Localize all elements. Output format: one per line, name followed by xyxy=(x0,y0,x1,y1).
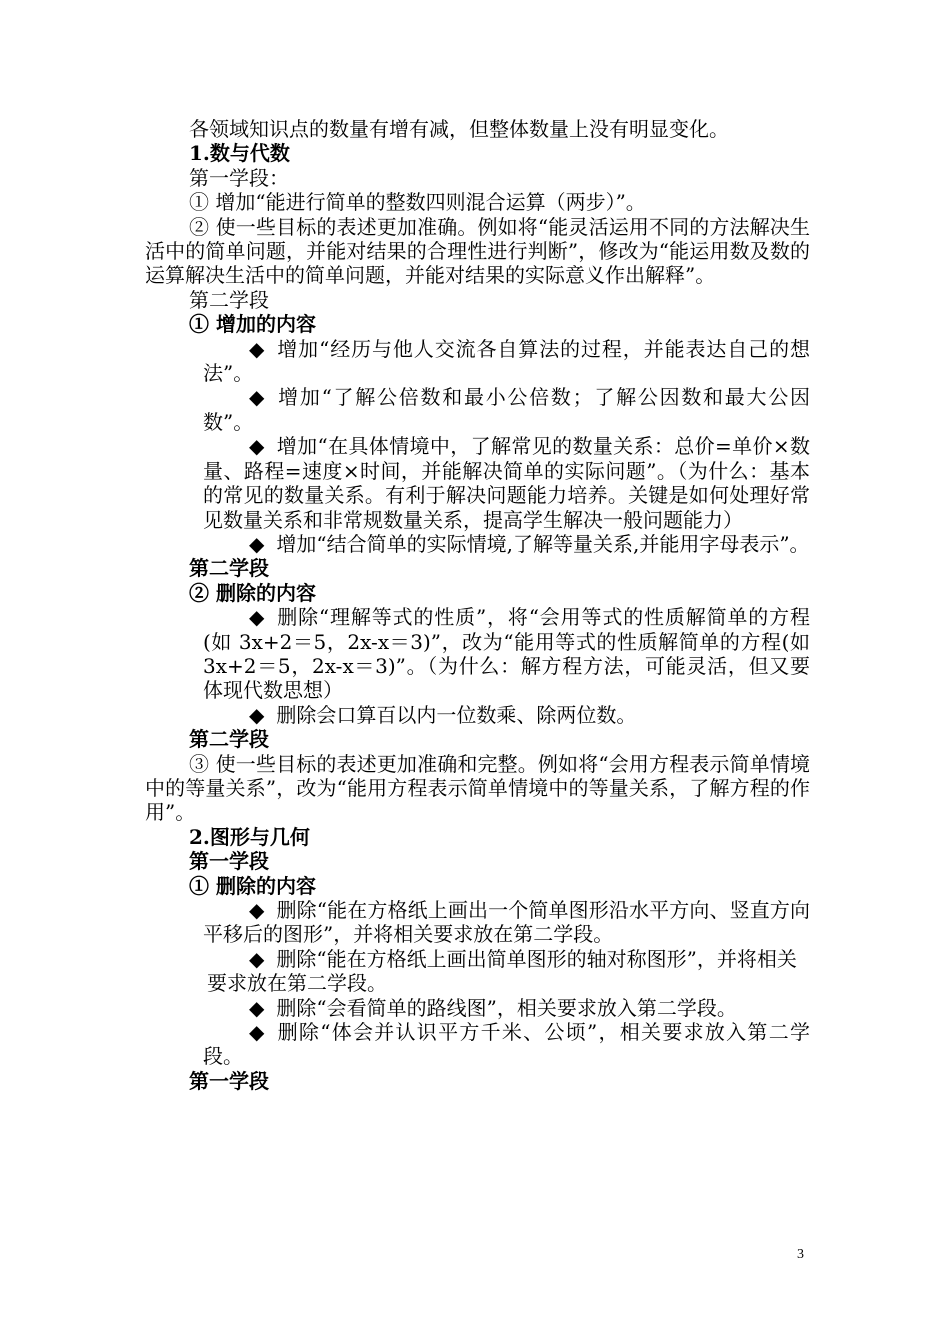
page-number: 3 xyxy=(797,1247,804,1262)
bullet-item: ◆ 增加“经历与他人交流各自算法的过程，并能表达自己的想法”。 xyxy=(203,336,810,386)
diamond-bullet-icon: ◆ xyxy=(249,995,265,1020)
diamond-bullet-icon: ◆ xyxy=(249,1020,266,1045)
paragraph: 各领域知识点的数量有增有减，但整体数量上没有明显变化。 xyxy=(189,117,729,141)
subsection-heading: ① 增加的内容 xyxy=(189,312,316,337)
paragraph-continuation: 要求放在第二学段。 xyxy=(207,971,387,996)
bullet-item: ◆ 删除“体会并认识平方千米、公顷”，相关要求放入第二学段。 xyxy=(203,1020,810,1069)
bullet-item: ◆ 增加“了解公倍数和最小公倍数；了解公因数和最大公因数”。 xyxy=(203,385,810,434)
diamond-bullet-icon: ◆ xyxy=(249,898,265,922)
section-heading: 1.数与代数 xyxy=(189,141,290,166)
stage-label: 第一学段 xyxy=(189,849,269,874)
bullet-item: ◆ 删除“理解等式的性质”，将“会用等式的性质解简单的方程(如 3x+2＝5，2x-x＝3)”，改为“能用等式的性质解简单的方程(如 3x+2＝5，2x-x＝3)”。（为什么：解方程方法，可能灵活，但又要体现代数思想） xyxy=(203,605,810,703)
stage-label: 第二学段 xyxy=(189,727,269,752)
diamond-bullet-icon: ◆ xyxy=(249,702,265,727)
paragraph: ① 增加“能进行简单的整数四则混合运算（两步）”。 xyxy=(189,190,646,215)
bullet-item: ◆ 增加“在具体情境中，了解常见的数量关系：总价=单价×数量、路程=速度×时间，并能解决简单的实际问题”。（为什么：基本的常见的数量关系。有利于解决问题能力培养。关键是如何处理好常见数量关系和非常规数量关系，提高学生解决一般问题能力） xyxy=(203,434,810,532)
diamond-bullet-icon: ◆ xyxy=(249,605,266,630)
subsection-heading: ② 删除的内容 xyxy=(189,580,316,605)
section-heading: 2.图形与几何 xyxy=(189,824,310,849)
bullet-item: ◆ 删除会口算百以内一位数乘、除两位数。 xyxy=(249,702,637,727)
paragraph: ③ 使一些目标的表述更加准确和完整。例如将“会用方程表示简单情境中的等量关系”，改为“能用方程表示简单情境中的等量关系，了解方程的作用”。 xyxy=(145,751,810,825)
diamond-bullet-icon: ◆ xyxy=(249,434,265,459)
document-body xyxy=(145,117,810,1093)
subsection-heading: ① 删除的内容 xyxy=(189,873,316,898)
stage-label: 第二学段 xyxy=(189,556,269,581)
bullet-item: ◆ 删除“会看简单的路线图”，相关要求放入第二学段。 xyxy=(249,995,737,1020)
bullet-item: ◆ 增加“结合简单的实际情境,了解等量关系,并能用字母表示”。 xyxy=(249,531,810,556)
stage-label: 第一学段 xyxy=(189,1068,269,1093)
diamond-bullet-icon: ◆ xyxy=(249,946,265,971)
stage-label: 第二学段 xyxy=(189,287,269,312)
diamond-bullet-icon: ◆ xyxy=(249,531,265,556)
bullet-item: ◆ 删除“能在方格纸上画出一个简单图形沿水平方向、竖直方向平移后的图形”，并将相关要求放在第二学段。 xyxy=(203,898,810,947)
bullet-item: ◆ 删除“能在方格纸上画出简单图形的轴对称图形”，并将相关 xyxy=(249,946,797,971)
diamond-bullet-icon: ◆ xyxy=(249,336,266,361)
stage-label: 第一学段： xyxy=(189,165,289,190)
diamond-bullet-icon: ◆ xyxy=(249,385,267,410)
paragraph: ② 使一些目标的表述更加准确。例如将“能灵活运用不同的方法解决生活中的简单问题，并能对结果的合理性进行判断”，修改为“能运用数及数的运算解决生活中的简单问题，并能对结果的实际意义作出解释”。 xyxy=(145,214,810,288)
